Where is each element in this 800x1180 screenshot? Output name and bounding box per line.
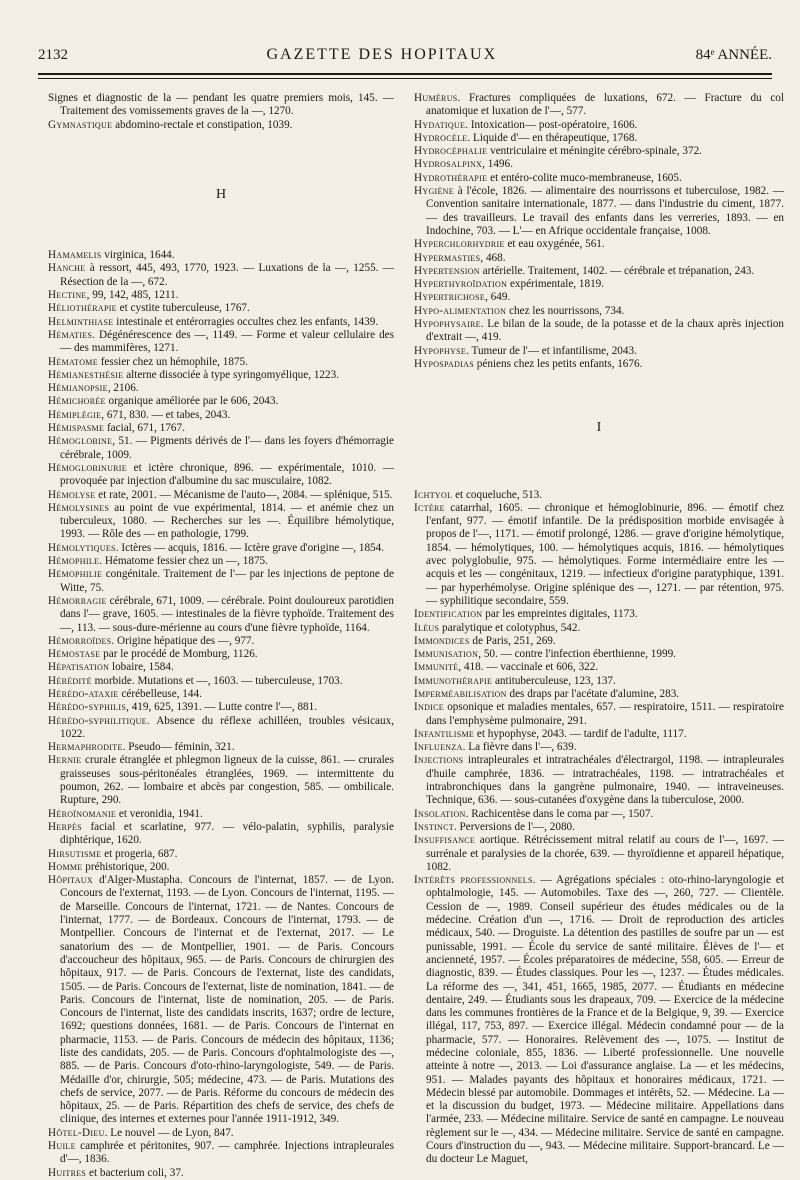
index-entry <box>414 185 784 238</box>
index-entry <box>48 808 394 821</box>
index-references: préhistorique, 200. <box>82 860 170 873</box>
index-term: Hypophyse <box>414 344 467 357</box>
index-term: Ichtyol <box>414 488 453 501</box>
index-references: antituberculeuse, 123, 137. <box>492 674 616 687</box>
index-references: . Liquide d'— en thérapeutique, 1768. <box>467 131 638 144</box>
index-term: Hérédité <box>48 674 92 687</box>
index-term: Hydrothérapie <box>414 171 488 184</box>
index-references: , 418. — vaccinale et 606, 322. <box>458 661 599 674</box>
index-entry <box>48 715 394 742</box>
index-entry <box>48 395 394 408</box>
index-references: aortique. Rétrécissement mitral relatif au cours de l'—, 1697. — surrénale et paralysies de la chorée, 639. — thyroïdienne et appareil hépatique, 1082. <box>426 834 784 873</box>
index-entry <box>48 1167 394 1180</box>
index-references: au point de vue expérimental, 1814. — et anémie chez un tuberculeux, 1080. — Recherches sur les —. Équilibre hémolytique, 1993. — Rôle des — en pathologie, 1799. <box>60 501 394 541</box>
index-references: , 649. <box>485 291 511 304</box>
index-references: . Absence du réflexe achilléen, troubles vésicaux, 1022. <box>60 714 394 740</box>
header-rule-thin <box>38 78 772 79</box>
index-references: , 50. — contre l'infection éberthienne, 1999. <box>478 648 676 661</box>
index-references: . Hématome fessier chez un —, 1875. <box>99 555 268 568</box>
index-references: , 51. — Pigments dérivés de l'— dans les foyers d'hémorragie cérébrale, 1009. <box>60 435 394 461</box>
index-term: Hypospadias <box>414 357 474 370</box>
index-references: à ressort, 445, 493, 1770, 1923. — Luxations de la —, 1255. — Résection de la —, 672. <box>60 262 394 288</box>
index-term: Hémorroïdes <box>48 634 112 647</box>
index-references: , 419, 625, 1391. — Lutte contre l'—, 881. <box>126 701 318 714</box>
index-entry <box>48 262 394 289</box>
index-references: . Tumeur de l'— et infantilisme, 2043. <box>466 344 637 357</box>
index-references: ventriculaire et méningite cérébro-spinale, 372. <box>487 145 702 158</box>
index-entry <box>414 92 784 119</box>
index-term: Hémianopsie <box>48 382 108 395</box>
index-entry <box>48 382 394 395</box>
index-entry <box>414 291 784 304</box>
index-entry <box>48 848 394 861</box>
index-term: Immunisation <box>414 648 479 661</box>
index-term: Hémolyse <box>48 488 96 501</box>
index-entry <box>48 754 394 807</box>
journal-title: GAZETTE DES HOPITAUX <box>266 46 498 63</box>
index-references: artérielle. Traitement, 1402. — cérébrale et trépanation, 243. <box>479 264 755 277</box>
left-top-entries <box>48 92 394 132</box>
index-term: Intérêts professionnels <box>414 874 533 887</box>
index-references: , 2106. <box>107 382 139 395</box>
index-entry <box>414 675 784 688</box>
index-references: et eau oxygénée, 561. <box>504 238 605 251</box>
index-term: Hirsutisme <box>48 847 102 860</box>
index-entry <box>414 821 784 834</box>
index-references: péniens chez les petits enfants, 1676. <box>474 357 643 370</box>
index-term: Hérédo-syphilis <box>48 701 127 714</box>
index-term: Immunothérapie <box>414 674 493 687</box>
index-entry <box>414 728 784 741</box>
index-references: . Fractures compliquées de luxations, 672. — Fracture du col anatomique et luxation de l'—, 577. <box>426 92 784 118</box>
index-term: Humérus <box>414 92 458 104</box>
index-entry <box>414 874 784 1167</box>
index-references: morbide. Mutations et —, 1603. — tuberculeuse, 1703. <box>91 674 343 687</box>
index-term: Identification <box>414 608 483 621</box>
index-references: . — Agrégations spéciales : oto-rhino-laryngologie et ophtalmologie, 145. — Automobiles. Taxe des —, 260, 727. — Clientèle. Cession de —, 1989. Conseil supérieur des études médicales ou de la médecine. Création d'un —, 1716. — Droit de reproduction des articles médicaux, 540. — Droguiste. La détention des pastilles de soufre par un — est punissable, 1991. — École du service de santé militaire. Élèves de l'— et ancienneté, 1957. — Écoles préparatoires de médecine, 558, 605. — Erreur de diagnostic, 839. — Études classiques. Pour les —, 1237. — Études médicales. La réforme des —, 341, 451, 1665, 1985, 2077. — Étudiants en médecine dentaire, 249. — Étudiants sous les drapeaux, 709. — Exercice de la médecine dans les communes frontières de la France et de la Belgique, 9, 39. — Exercice illégal, 117, 753, 897. — Exercice illégal. Médecin condamné pour — de la pharmacie, 577. — Honoraires. Relèvement des —, 1075. — Institut de médecine coloniale, 855, 1836. — Liberté professionnelle. Une nouvelle atteinte à notre —, 2013. — Loi d'assurance anglaise. La — et les médecins, 951. — Malades payants des hôpitaux et honoraires médicaux, 1721. — Médecin blessé par automobile. Dommages et intérêts, 52. — Médecine. La — et la discussion du budget, 1973. — Médecine militaire. Appellations dans l'armée, 233. — Médecine militaire. Service de santé en campagne. Le nouveau règlement sur le —, 434. — Médecine militaire. Service de santé en campagne. Cours d'instruction du —, 943. — Médecine militaire. Support-brancard. Le — du docteur Le Maguet, <box>426 874 784 1166</box>
index-entry <box>48 302 394 315</box>
index-entry <box>48 329 394 356</box>
index-references: chez les nourrissons, 734. <box>506 304 625 317</box>
index-entry <box>414 318 784 345</box>
index-entry <box>414 834 784 874</box>
index-entry <box>48 316 394 329</box>
index-references: et hypophyse, 2043. — tardif de l'adulte, 1117. <box>474 727 687 740</box>
index-term: Hémophile <box>48 555 100 568</box>
index-term: Infantilisme <box>414 727 475 740</box>
index-term: Huitres <box>48 1166 87 1179</box>
index-references: , 1496. <box>482 158 513 171</box>
index-term: Huile <box>48 1140 76 1153</box>
index-entry <box>48 675 394 688</box>
page-number: 2132 <box>38 47 68 63</box>
index-entry <box>414 808 784 821</box>
index-references: . Intoxication— post-opératoire, 1606. <box>465 118 638 131</box>
index-term: Instinct <box>414 820 454 833</box>
index-references: intrapleurales et intratrachéales d'électrargol, 1198. — intrapleurales d'huile camphrée, 1836. — intratrachéales, 1198. — intratrachéales et intrabronchiques dans la gangrène pulmonaire, 1940. — intraveineuses. Technique, 636. — sous-cutanées d'oxygène dans la tuberculose, 2000. <box>426 754 784 807</box>
index-entry <box>48 568 394 595</box>
index-entry <box>414 172 784 185</box>
index-entry <box>414 648 784 661</box>
index-entry <box>48 462 394 489</box>
index-references: . Origine hépatique des —, 977. <box>111 634 255 647</box>
index-term: Hydrocéphalie <box>414 145 488 158</box>
index-entry <box>414 489 784 502</box>
index-references: et cystite tuberculeuse, 1767. <box>116 302 250 315</box>
index-entry <box>414 305 784 318</box>
index-entry <box>48 542 394 555</box>
index-term: Hémispasme <box>48 422 105 435</box>
index-entry <box>48 1127 394 1140</box>
index-references: par les empreintes digitales, 1173. <box>482 608 638 621</box>
index-entry <box>48 741 394 754</box>
index-entry <box>48 92 394 119</box>
index-term: Hypo-alimentation <box>414 304 507 317</box>
right-column <box>414 92 784 1167</box>
index-term: Hérédo-syphilitique <box>48 714 147 727</box>
index-entry <box>48 861 394 874</box>
index-entry <box>414 661 784 674</box>
index-references: et bacterium coli, 37. <box>86 1166 184 1179</box>
index-references: expérimentale, 1819. <box>507 278 605 291</box>
index-references: facial et scarlatine, 977. — vélo-palatin, syphilis, paralysie diphtérique, 1620. <box>60 820 394 847</box>
index-entry <box>414 238 784 251</box>
index-term: Ictère <box>414 501 445 514</box>
index-references: lobaire, 1584. <box>109 661 174 674</box>
index-term: Helminthiase <box>48 315 114 328</box>
index-entry <box>414 701 784 728</box>
index-term: Hydrosalpinx <box>414 158 483 171</box>
index-term: Hémolysines <box>48 501 110 514</box>
index-entry <box>48 821 394 848</box>
index-references: par le procédé de Momburg, 1126. <box>100 648 258 661</box>
index-references: et rate, 2001. — Mécanisme de l'auto—, 2084. — splénique, 515. <box>95 488 393 501</box>
index-term: Hanche <box>48 262 86 275</box>
index-references: facial, 671, 1767. <box>104 422 185 435</box>
index-entry <box>48 661 394 674</box>
index-term: Hypophysaire <box>414 318 481 331</box>
index-references: intestinale et entérorragies occultes chez les enfants, 1439. <box>113 315 379 328</box>
index-references: et entéro-colite muco-membraneuse, 1605. <box>487 171 682 184</box>
index-references: paralytique et colotyphus, 542. <box>439 621 581 634</box>
index-term: Hémolytiques <box>48 541 116 554</box>
index-term: Héroïnomanie <box>48 807 117 820</box>
index-references: . Rachicentèse dans le coma par —, 1507. <box>465 807 654 820</box>
index-references: et veronidia, 1941. <box>116 807 203 820</box>
index-entry <box>48 119 394 132</box>
index-entry <box>414 608 784 621</box>
index-entry <box>414 345 784 358</box>
section-letter-i: I <box>596 420 602 436</box>
index-term: Insuffisance <box>414 834 476 847</box>
index-references: et progeria, 687. <box>101 847 178 860</box>
index-entry <box>414 145 784 158</box>
index-entry <box>48 555 394 568</box>
index-references: et coqueluche, 513. <box>452 488 543 501</box>
index-term: Influenza <box>414 741 463 754</box>
i-entries <box>414 489 784 1167</box>
index-term: Hôpitaux <box>48 874 93 887</box>
index-entry <box>414 278 784 291</box>
index-term: Hémophilie <box>48 568 103 581</box>
index-entry <box>48 289 394 302</box>
index-entry <box>48 688 394 701</box>
index-term: Indice <box>414 701 444 714</box>
index-entry <box>48 356 394 369</box>
index-references: . Le bilan de la soude, de la potasse et de la chaux après injection d'extrait —, 419. <box>426 318 784 344</box>
index-references: Signes et diagnostic de la — pendant les quatre premiers mois, 145. — Traitement des vomissements graves de la —, 1270. <box>48 92 394 118</box>
index-entry <box>414 358 784 371</box>
index-references: à l'école, 1826. — alimentaire des nourrissons et tuberculose, 1982. — Convention sanitaire internationale, 1877. — dans l'industrie du ciment, 1877. — des travailleurs. Le travail des enfants dans les verreries, 1893. — en Indochine, 703. — L'— en Afrique occidentale française, 1008. <box>426 185 784 237</box>
index-term: Hyperchlorhydrie <box>414 238 505 251</box>
index-entry <box>48 502 394 542</box>
index-term: Hématome <box>48 355 98 368</box>
index-entry <box>414 252 784 265</box>
index-references: abdomino-rectale et constipation, 1039. <box>112 118 293 131</box>
index-term: Héliothérapie <box>48 302 117 315</box>
index-references: , 99, 142, 485, 1211. <box>86 289 179 302</box>
index-term: Hémostase <box>48 648 101 661</box>
volume-year: 84ᵉ ANNÉE. <box>695 47 772 63</box>
index-entry <box>414 622 784 635</box>
index-references: des draps par l'acétate d'alumine, 283. <box>506 687 680 700</box>
index-references: . Ictères — acquis, 1816. — Ictère grave d'origine —, 1854. <box>115 541 385 554</box>
index-references: fessier chez un hémophile, 1875. <box>97 355 248 368</box>
index-entry <box>48 489 394 502</box>
index-term: Hectine <box>48 289 87 302</box>
index-term: Homme <box>48 860 83 873</box>
index-entry <box>414 754 784 807</box>
index-references: . La fièvre dans l'—, 639. <box>462 741 577 754</box>
index-references: virginica, 1644. <box>101 249 175 262</box>
index-term: Hémianesthésie <box>48 368 124 381</box>
index-entry <box>48 422 394 435</box>
index-entry <box>414 688 784 701</box>
index-references: . Perversions de l'—, 2080. <box>453 820 575 833</box>
index-term: Hémorragie <box>48 594 107 607</box>
index-entry <box>414 158 784 171</box>
index-term: Hôtel-Dieu <box>48 1126 105 1139</box>
index-references: . Pseudo— féminin, 321. <box>122 741 235 754</box>
index-entry <box>414 635 784 648</box>
index-entry <box>48 409 394 422</box>
index-references: catarrhal, 1605. — chronique et hémoglobinurie, 896. — émotif chez l'enfant, 977. — émotif infantile. De la prédisposition morbide envisagée à propos de l'—, 1171. — émotif prolongé, 1286. — grave d'origine hémolytique, 1854. — hémolytiques, 100. — hémolytiques acquis, 1816. — hémolytiques avec polyglobulie, 975. — hémolytiques. Forme intermédiaire entre les — acquis et les — congénitaux, 1219. — infectieux d'origine paratyphique, 1391. — par hyperhémolyse. Origine splénique des —, 1271. — par rétention, 975. — syphilitique secondaire, 559. <box>426 501 784 607</box>
index-references: cérébelleuse, 144. <box>118 687 202 700</box>
index-term: Hypermasties <box>414 251 481 264</box>
index-entry <box>48 435 394 462</box>
index-entry <box>48 249 394 262</box>
index-term: Hémoglobinurie <box>48 461 127 474</box>
header-rule-thick <box>38 73 772 75</box>
index-references: crurale étranglée et phlegmon ligneux de la cuisse, 861. — crurales graisseuses sous-péritonéales étranglées, 1969. — intermittente du poumon, 262. — lombaire et abcès par congestion, 585. — ombilicale. Rupture, 290. <box>60 754 394 807</box>
index-references: . Dégénérescence des —, 1149. — Forme et valeur cellulaire des — des mammifères, 1271. <box>60 328 394 355</box>
index-term: Hyperthyroïdation <box>414 278 508 291</box>
index-term: Insolation <box>414 807 466 820</box>
index-term: Herpès <box>48 820 82 833</box>
index-term: Hémoglobine <box>48 435 113 448</box>
index-term: Hygiène <box>414 185 454 198</box>
index-term: Gymnastique <box>48 118 113 131</box>
index-term: Hémiplégie <box>48 408 102 421</box>
index-term: Hémichorée <box>48 395 106 408</box>
index-entry <box>48 595 394 635</box>
index-term: Hydatique <box>414 118 466 131</box>
index-term: Hermaphrodite <box>48 741 123 754</box>
index-term: Iléus <box>414 621 440 634</box>
index-entry <box>48 635 394 648</box>
index-references: , 671, 830. — et tabes, 2043. <box>101 408 231 421</box>
index-term: Hydrocèle <box>414 131 468 144</box>
index-references: alterne dissociée à type syringomyélique, 1223. <box>123 368 340 381</box>
index-term: Hypertension <box>414 264 480 277</box>
index-entry <box>48 874 394 1127</box>
section-letter-h: H <box>215 186 227 202</box>
page-header <box>38 46 772 70</box>
index-entry <box>414 132 784 145</box>
index-references: et ictère chronique, 896. — expérimentale, 1010. — provoquée par injection d'albumine du sac musculaire, 1082. <box>60 461 394 488</box>
index-references: d'Alger-Mustapha. Concours de l'internat, 1857. — de Lyon. Concours de l'externat, 1193. — de Lyon. Concours de l'internat, 1195. — de Marseille. Concours de l'internat, 1721. — de Nantes. Concours de l'internat, 1777. — de Bordeaux. Concours de l'internat, 1793. — de Montpellier. Concours de l'internat et de l'externat, 2017. — Le sanatorium des — de Montpellier, 1901. — de Paris. Concours d'accoucheur des hôpitaux, 965. — de Paris. Concours de chirurgien des hôpitaux, 917. — de Paris. Concours de l'externat, liste des candidats, 1505. — de Paris. Concours de l'externat, liste de nomination, 1841. — de Paris. Concours de l'internat, liste de nomination, 205. — de Paris. Concours de l'internat, liste des candidats inscrits, 1637; ordre de lecture, 1692; questions données, 1681. — de Paris. Concours de l'internat en pharmacie, 1153. — de Paris. Concours de médecin des hôpitaux, 1136; liste des candidats, 205. — de Paris. Concours d'ophtalmologiste des —, 885. — de Paris. Concours d'oto-rhino-laryngologiste, 549. — de Paris. Médaille d'or, chirurgie, 505; médecine, 473. — de Paris. Mutations des chefs de service, 2077. — de Paris. Réforme du concours de médecin des hôpitaux, 25. — de Paris. Répartition des chefs de service, des chefs de clinique, des internes et externes pour l'année 1911-1912, 349. <box>60 874 394 1126</box>
index-term: Immunité <box>414 661 459 674</box>
index-entry <box>414 265 784 278</box>
index-term: Hernie <box>48 754 82 767</box>
index-entry <box>414 741 784 754</box>
index-term: Immondices <box>414 634 470 647</box>
index-term: Hérédo-ataxie <box>48 687 119 700</box>
h-entries <box>48 249 394 1180</box>
index-references: organique améliorée par le 606, 2043. <box>105 395 279 408</box>
index-references: cérébrale, 671, 1009. — cérébrale. Point douloureux parotidien dans l'— grave, 1605. — intestinales de la fièvre typhoïde. Traitement des —, 113. — sous-dure-mérienne au cours d'une fièvre typhoïde, 1164. <box>60 594 394 634</box>
index-references: de Paris, 251, 269. <box>469 634 556 647</box>
index-term: Hypertrichose <box>414 291 486 304</box>
index-term: Injections <box>414 754 464 767</box>
index-term: Imperméabilisation <box>414 687 507 700</box>
index-references: , 468. <box>480 251 506 264</box>
index-term: Hamamelis <box>48 249 102 262</box>
index-entry <box>414 502 784 608</box>
index-term: Hépatisation <box>48 661 110 674</box>
index-entry <box>48 1140 394 1167</box>
h-entries-continued <box>414 92 784 371</box>
index-entry <box>414 119 784 132</box>
index-entry <box>48 369 394 382</box>
index-entry <box>48 648 394 661</box>
index-references: camphrée et péritonites, 907. — camphrée. Injections intrapleurales d'—, 1836. <box>60 1140 394 1166</box>
index-references: congénitale. Traitement de l'— par les injections de peptone de Witte, 75. <box>60 568 394 594</box>
index-references: . Le nouvel — de Lyon, 847. <box>104 1126 234 1139</box>
index-term: Hématies <box>48 328 93 341</box>
index-entry <box>48 701 394 714</box>
left-column <box>48 92 394 1180</box>
index-references: opsonique et maladies mentales, 657. — respiratoire, 1511. — respiratoire dans l'emphysème pulmonaire, 291. <box>426 701 784 727</box>
